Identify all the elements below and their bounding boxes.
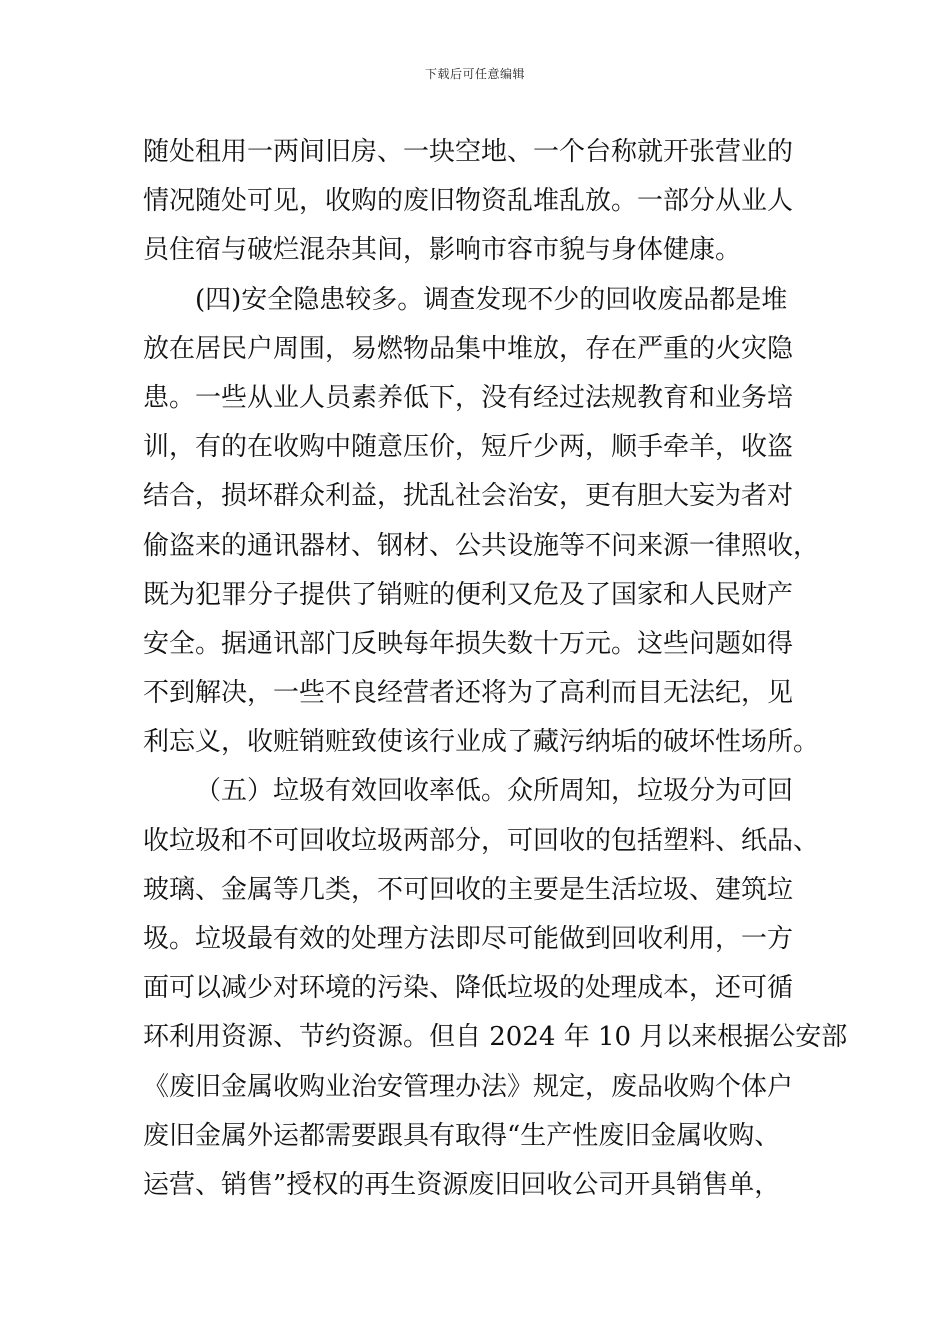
text-line: 患。一些从业人员素养低下，没有经过法规教育和业务培 (143, 382, 794, 413)
text-line: 利忘义，收赃销赃致使该行业成了藏污纳垢的破坏性场所。 (143, 727, 820, 758)
section-heading-line: (四)安全隐患较多。调查发现不少的回收废品都是堆 (195, 284, 788, 315)
text-line: 面可以减少对环境的污染、降低垃圾的处理成本，还可循 (143, 973, 794, 1004)
text-line: 圾。垃圾最有效的处理方法即尽可能做到回收利用，一方 (143, 924, 794, 954)
text-line: 运营、销售”授权的再生资源废旧回收公司开具销售单， (143, 1169, 781, 1200)
text-line: 废旧金属外运都需要跟具有取得“生产性废旧金属收购、 (143, 1120, 781, 1151)
text-line: 员住宿与破烂混杂其间，影响市容市貌与身体健康。 (143, 235, 742, 266)
text-line: 安全。据通讯部门反映每年损失数十万元。这些问题如得 (143, 628, 794, 659)
text-line: 环利用资源、节约资源。但自 2024 年 10 月以来根据公安部 (143, 1022, 848, 1053)
text-line: 收垃圾和不可回收垃圾两部分，可回收的包括塑料、纸品、 (143, 825, 820, 856)
section-heading-line: （五）垃圾有效回收率低。众所周知，垃圾分为可回 (195, 776, 794, 807)
text-line: 既为犯罪分子提供了销赃的便利又危及了国家和人民财产 (143, 579, 794, 610)
text-line: 情况随处可见，收购的废旧物资乱堆乱放。一部分从业人 (143, 186, 794, 217)
document-body (143, 128, 848, 1210)
page-header-note: 下载后可任意编辑 (424, 67, 525, 81)
text-line: 不到解决，一些不良经营者还将为了高利而目无法纪，见 (143, 678, 794, 709)
text-line: 放在居民户周围，易燃物品集中堆放，存在严重的火灾隐 (143, 333, 794, 364)
text-line: 结合，损坏群众利益，扰乱社会治安，更有胆大妄为者对 (143, 481, 794, 512)
text-line: 偷盗来的通讯器材、钢材、公共设施等不问来源一律照收， (143, 530, 820, 561)
text-line: 《废旧金属收购业治安管理办法》规定，废品收购个体户 (143, 1071, 794, 1102)
text-line: 随处租用一两间旧房、一块空地、一个台称就开张营业的 (143, 137, 794, 167)
text-line: 训，有的在收购中随意压价，短斤少两，顺手牵羊，收盗 (143, 432, 794, 463)
text-line: 玻璃、金属等几类，不可回收的主要是生活垃圾、建筑垃 (143, 874, 794, 905)
